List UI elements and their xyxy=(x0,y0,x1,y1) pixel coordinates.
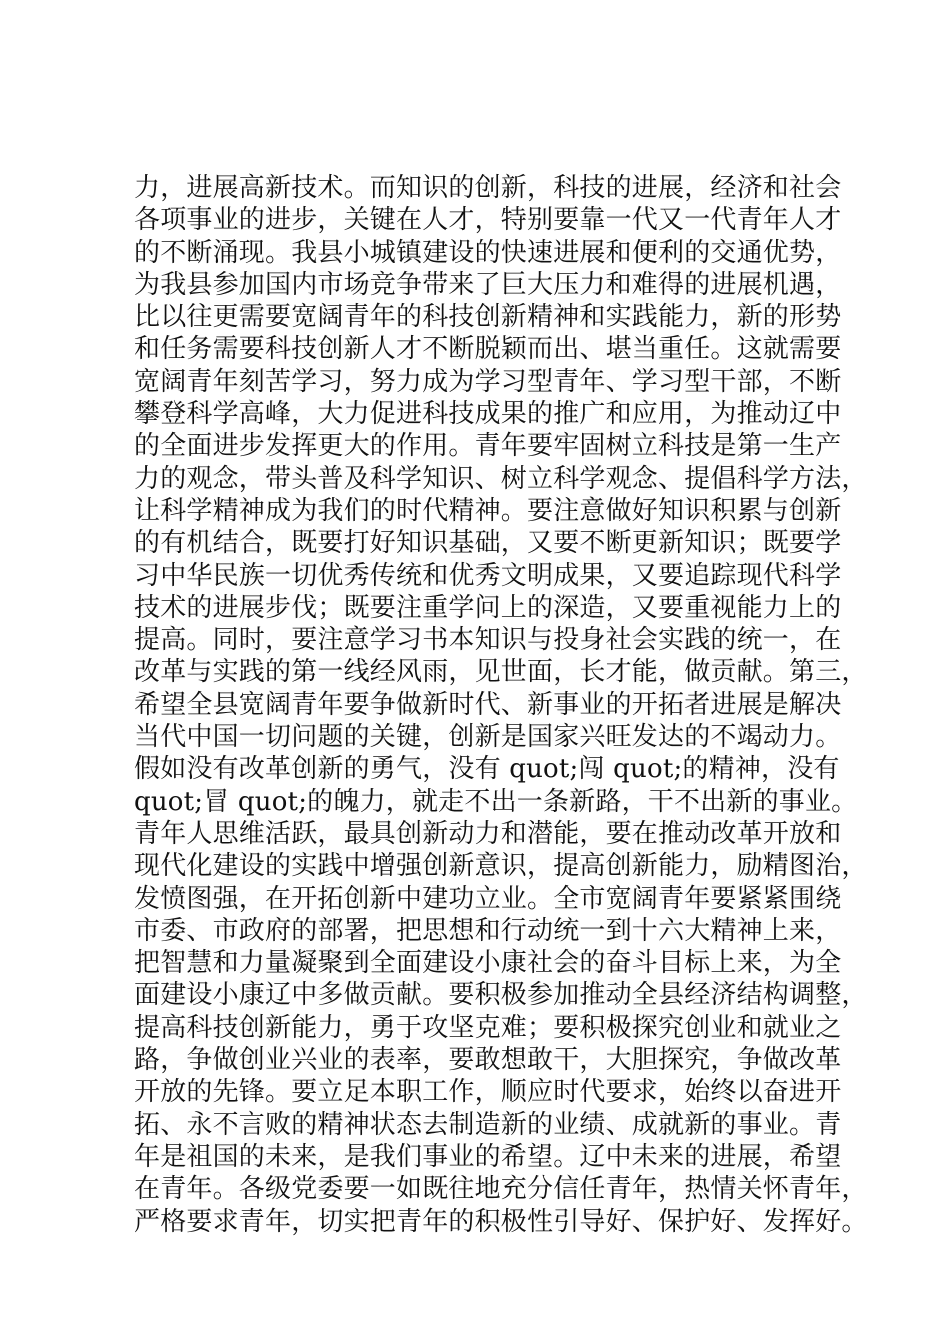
text-line: 市委、市政府的部署，把思想和行动统一到十六大精神上来， xyxy=(134,915,842,946)
text-line: quot;冒 quot;的魄力，就走不出一条新路，干不出新的事业。 xyxy=(134,786,858,817)
text-line: 力的观念，带头普及科学知识、树立科学观念、提倡科学方法， xyxy=(134,463,868,494)
text-line: 面建设小康辽中多做贡献。要积极参加推动全县经济结构调整， xyxy=(134,980,868,1011)
text-line: 力，进展高新技术。而知识的创新，科技的进展，经济和社会 xyxy=(134,173,842,203)
body-text xyxy=(134,172,868,1238)
text-line: 的不断涌现。我县小城镇建设的快速进展和便利的交通优势， xyxy=(134,237,842,268)
text-line: 提高。同时，要注意学习书本知识与投身社会实践的统一，在 xyxy=(134,625,842,656)
text-line: 把智慧和力量凝聚到全面建设小康社会的奋斗目标上来，为全 xyxy=(134,948,842,979)
text-line: 青年人思维活跃，最具创新动力和潜能，要在推动改革开放和 xyxy=(134,818,842,849)
text-line: 改革与实践的第一线经风雨，见世面，长才能，做贡献。第三， xyxy=(134,657,868,688)
text-line: 的全面进步发挥更大的作用。青年要牢固树立科技是第一生产 xyxy=(134,431,842,462)
text-line: 提高科技创新能力，勇于攻坚克难；要积极探究创业和就业之 xyxy=(134,1012,842,1043)
text-line: 拓、永不言败的精神状态去制造新的业绩、成就新的事业。青 xyxy=(134,1109,842,1140)
text-line: 和任务需要科技创新人才不断脱颖而出、堪当重任。这就需要 xyxy=(134,334,842,365)
text-line: 技术的进展步伐；既要注重学问上的深造，又要重视能力上的 xyxy=(134,592,842,623)
text-line: 发愤图强，在开拓创新中建功立业。全市宽阔青年要紧紧围绕 xyxy=(134,883,842,914)
text-line: 宽阔青年刻苦学习，努力成为学习型青年、学习型干部，不断 xyxy=(134,366,842,397)
text-line: 习中华民族一切优秀传统和优秀文明成果，又要追踪现代科学 xyxy=(134,560,842,591)
text-line: 的有机结合，既要打好知识基础，又要不断更新知识；既要学 xyxy=(134,528,842,559)
text-line: 比以往更需要宽阔青年的科技创新精神和实践能力，新的形势 xyxy=(134,302,842,333)
text-line: 攀登科学高峰，大力促进科技成果的推广和应用，为推动辽中 xyxy=(134,399,842,430)
text-line: 现代化建设的实践中增强创新意识，提高创新能力，励精图治， xyxy=(134,851,868,882)
text-line: 路，争做创业兴业的表率，要敢想敢干，大胆探究，争做改革 xyxy=(134,1045,842,1076)
text-line: 假如没有改革创新的勇气，没有 quot;闯 quot;的精神，没有 xyxy=(134,754,840,785)
text-line: 在青年。各级党委要一如既往地充分信任青年，热情关怀青年， xyxy=(134,1174,868,1205)
text-line: 年是祖国的未来，是我们事业的希望。辽中未来的进展，希望 xyxy=(134,1141,842,1172)
text-line: 让科学精神成为我们的时代精神。要注意做好知识积累与创新 xyxy=(134,495,842,526)
text-line: 希望全县宽阔青年要争做新时代、新事业的开拓者进展是解决 xyxy=(134,689,842,720)
text-line: 各项事业的进步，关键在人才，特别要靠一代又一代青年人才 xyxy=(134,205,842,236)
text-line: 为我县参加国内市场竞争带来了巨大压力和难得的进展机遇， xyxy=(134,269,842,300)
text-line: 严格要求青年，切实把青年的积极性引导好、保护好、发挥好。 xyxy=(134,1206,868,1237)
text-line: 当代中国一切问题的关键，创新是国家兴旺发达的不竭动力。 xyxy=(134,722,842,753)
text-line: 开放的先锋。要立足本职工作，顺应时代要求，始终以奋进开 xyxy=(134,1077,842,1108)
